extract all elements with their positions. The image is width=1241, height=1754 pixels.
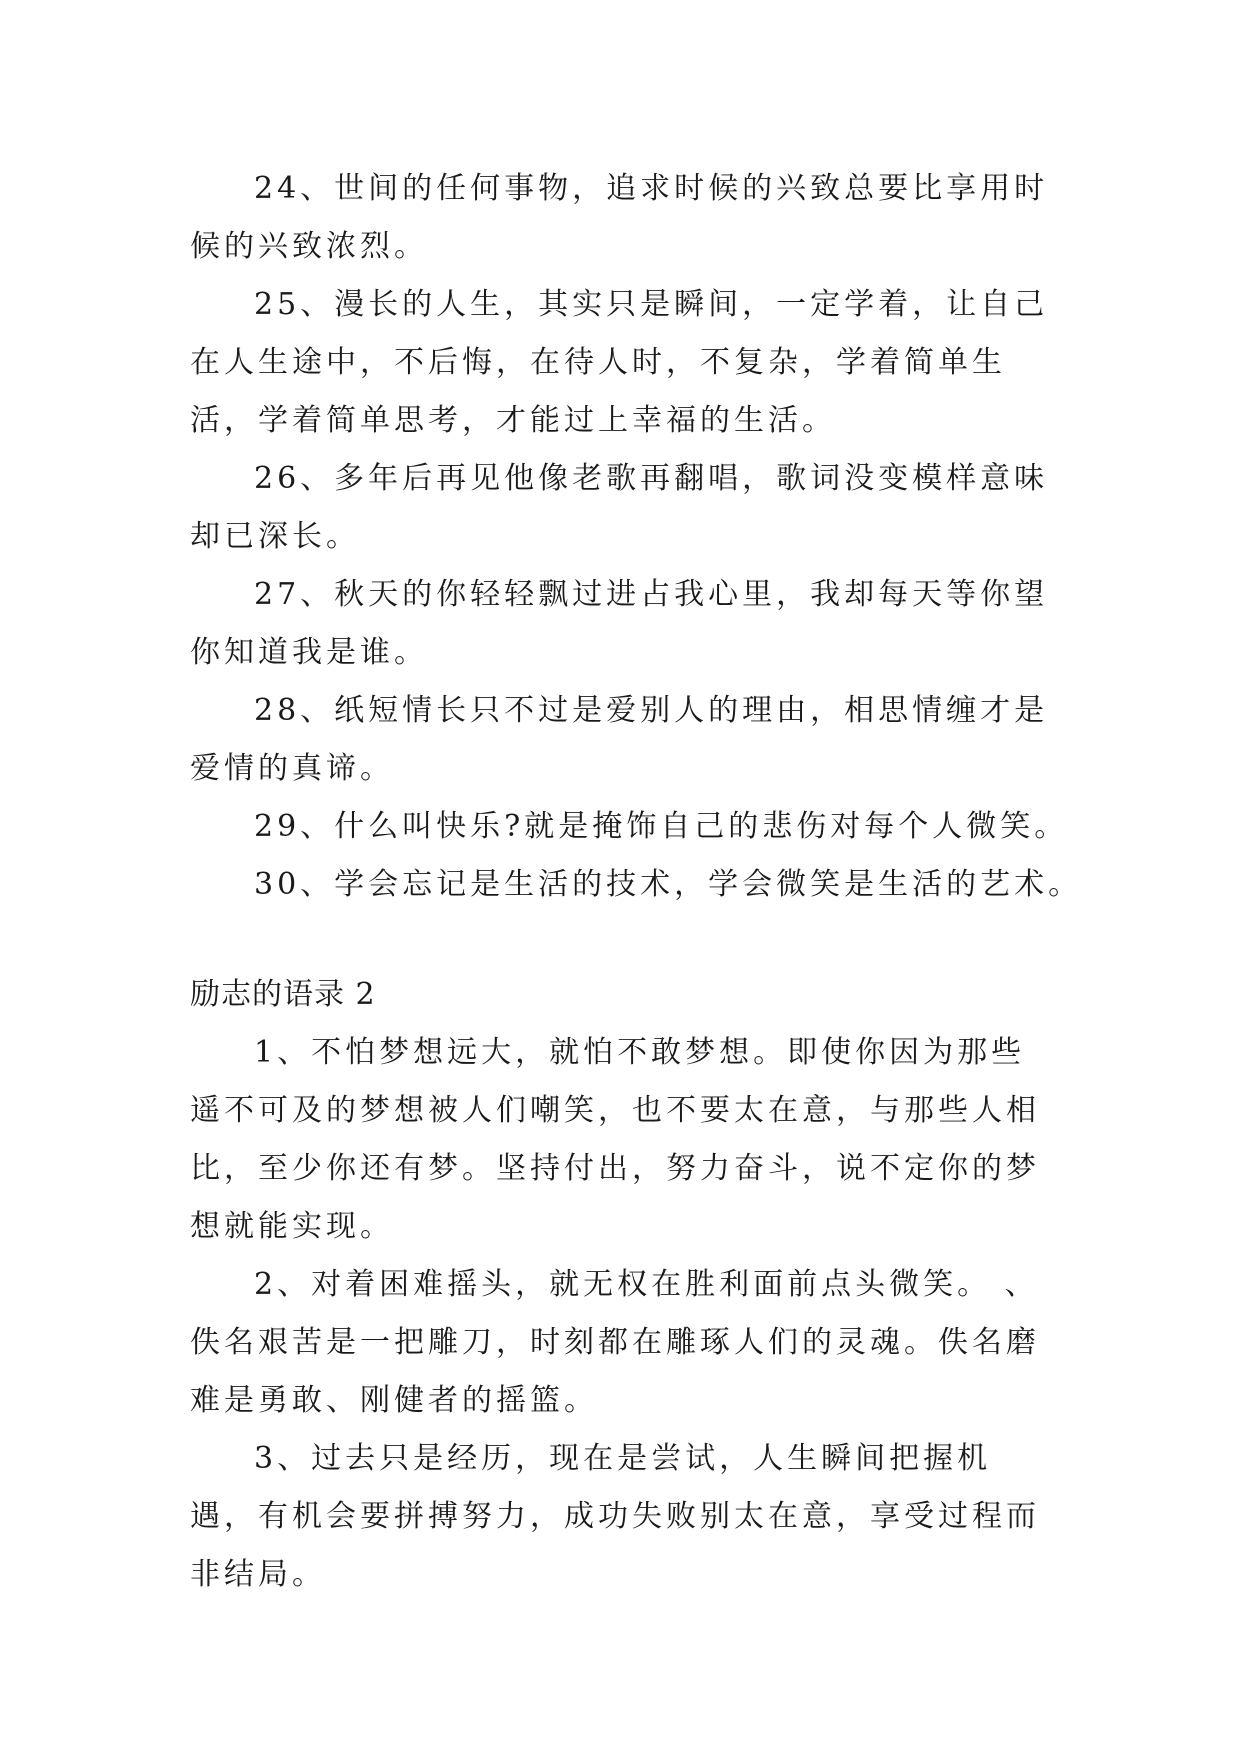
paragraph-26: 26、多年后再见他像老歌再翻唱，歌词没变模样意味却已深长。 [190,461,1049,554]
paragraph-3: 3、过去只是经历，现在是尝试，人生瞬间把握机遇，有机会要拼搏努力，成功失败别太在意，享受过程而非结局。 [190,1441,1040,1592]
paragraph-24: 24、世间的任何事物，追求时候的兴致总要比享用时候的兴致浓烈。 [190,171,1049,264]
paragraph-30: 30、学会忘记是生活的技术，学会微笑是生活的艺术。 [254,867,1083,902]
paragraph-2: 2、对着困难摇头，就无权在胜利面前点头微笑。 、佚名艰苦是一把雕刀，时刻都在雕琢人们的灵魂。佚名磨难是勇敢、刚健者的摇篮。 [190,1267,1040,1418]
paragraph-25: 25、漫长的人生，其实只是瞬间，一定学着，让自己在人生途中，不后悔，在待人时，不复杂，学着简单生活，学着简单思考，才能过上幸福的生活。 [190,287,1049,438]
paragraph-28: 28、纸短情长只不过是爱别人的理由，相思情缠才是爱情的真谛。 [190,693,1049,786]
section-gap [190,914,1050,966]
paragraph-1: 1、不怕梦想远大，就怕不敢梦想。即使你因为那些遥不可及的梦想被人们嘲笑，也不要太在意，与那些人相比，至少你还有梦。坚持付出，努力奋斗，说不定你的梦想就能实现。 [190,1035,1040,1244]
section-heading: 励志的语录 2 [190,977,376,1012]
document-page [190,160,1083,1604]
paragraph-27: 27、秋天的你轻轻飘过进占我心里，我却每天等你望你知道我是谁。 [190,577,1049,670]
paragraph-29: 29、什么叫快乐?就是掩饰自己的悲伤对每个人微笑。 [254,809,1069,844]
